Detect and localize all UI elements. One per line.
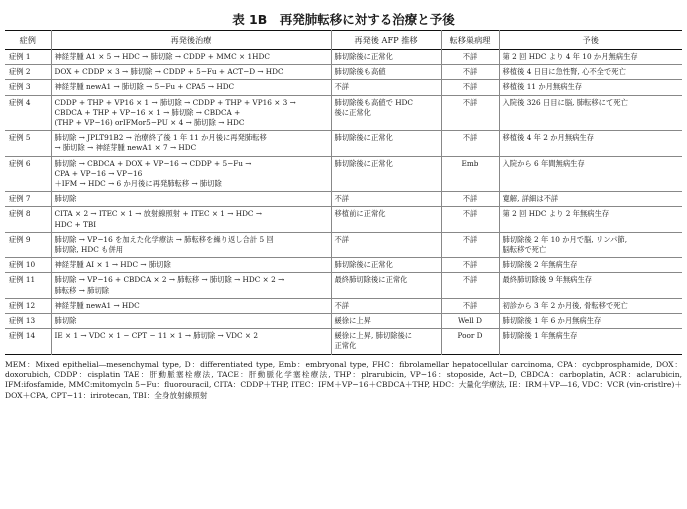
case-cell: 症例 11	[9, 275, 36, 285]
afp-cell: 肺切除後も高値	[331, 65, 441, 80]
table-row	[5, 131, 682, 156]
case-cell: 症例 5	[9, 133, 31, 143]
case-cell: 症例 4	[9, 97, 31, 107]
table-row	[5, 80, 682, 95]
treatment-cell: 肺切除 → JPLT91B2 → 治療終了後 1 年 11 か月後に再発肺転移 → 肺切除 → 神経芽腫 newA1 × 7 → HDC	[51, 131, 331, 156]
afp-cell: 肺切除後に正常化	[331, 131, 441, 156]
table-row	[5, 273, 682, 298]
pathology-cell: 不詳	[441, 95, 499, 131]
header-afp: 再発後 AFP 推移	[331, 31, 441, 50]
treatment-cell: 神経芽腫 newA1 → HDC	[51, 298, 331, 313]
prognosis-cell: 肺切除後 2 年無病生存	[499, 258, 682, 273]
afp-cell: 不詳	[331, 298, 441, 313]
treatment-cell: 肺切除	[51, 192, 331, 207]
prognosis-cell: 移植後 11 か月無病生存	[499, 80, 682, 95]
pathology-cell: Well D	[441, 314, 499, 329]
prognosis-cell: 移植後 4 日目に急性腎, 心不全で死亡	[499, 65, 682, 80]
pathology-cell: 不詳	[441, 131, 499, 156]
header-case: 症例	[19, 34, 36, 45]
case-cell: 症例 10	[9, 260, 36, 270]
prognosis-cell: 肺切除後 1 年無病生存	[499, 329, 682, 354]
table-row	[5, 258, 682, 273]
table-row	[5, 50, 682, 65]
treatment-cell: 肺切除 → CBDCA + DOX + VP−16 → CDDP + 5−Fu → CPA + VP−16 → VP−16 ＋IFM → HDC → 6 か月後に再発肺転移 → 肺切除	[51, 156, 331, 192]
pathology-cell: 不詳	[441, 50, 499, 65]
afp-cell: 不詳	[331, 80, 441, 95]
table-row	[5, 314, 682, 329]
prognosis-cell: 第 2 回 HDC より 2 年無病生存	[499, 207, 682, 232]
afp-cell: 移植前に正常化	[331, 207, 441, 232]
treatment-cell: IE × 1 → VDC × 1 − CPT − 11 × 1 → 肺切除 → VDC × 2	[51, 329, 331, 354]
prognosis-cell: 肺切除後 1 年 6 か月無病生存	[499, 314, 682, 329]
case-cell: 症例 12	[9, 300, 36, 310]
afp-cell: 不詳	[331, 232, 441, 257]
afp-cell: 緩徐に上昇	[331, 314, 441, 329]
abbreviation-legend: MEM：Mixed epithelial―mesenchymal type, D：differentiated type, Emb：embryonal type, FHC：fibrolamellar hepatocellular carcinoma, CPA：cycbprosphamide, DOX：doxorubich, CDDP：cisplatin TAE：肝動脈塞栓療法, TACE：肝動脈化学塞栓療法, THP：plrarubicin, VP−16：stoposide, Act−D, CBDCA：carboplatin, ACR：aclarubicin, IFM:ifosfamide, MMC:mitomycln 5−Fu：fluorouracil, CITA：CDDP＋THP, ITEC：IFM＋VP−16＋CBDCA＋THP, HDC：大量化学療法, IE：IRM＋VP―16, VDC：VCR (vin-cristlre)＋DOX＋CPA, CPT−11：irirotecan, TBI：全身放射線照射	[5, 359, 682, 400]
prognosis-cell: 寛解, 詳細は不詳	[499, 192, 682, 207]
pathology-cell: 不詳	[441, 232, 499, 257]
prognosis-cell: 初診から 3 年 2 か月後, 骨転移で死亡	[499, 298, 682, 313]
treatment-cell: 神経芽腫 A1 × 5 → HDC → 肺切除 → CDDP + MMC × 1HDC	[51, 50, 331, 65]
treatment-cell: 肺切除	[51, 314, 331, 329]
case-cell: 症例 8	[9, 209, 31, 219]
treatment-cell: 肺切除 → VP−16 を加えた化学療法 → 肺転移を繰り返し合計 5 回 肺切除, HDC も併用	[51, 232, 331, 257]
afp-cell: 肺切除後に正常化	[331, 258, 441, 273]
pathology-cell: 不詳	[441, 207, 499, 232]
treatment-cell: 神経芽腫 newA1 → 肺切除 → 5−Fu + CPA5 → HDC	[51, 80, 331, 95]
case-cell: 症例 14	[9, 331, 36, 341]
afp-cell: 肺切除後に正常化	[331, 50, 441, 65]
header-treatment: 再発後治療	[51, 31, 331, 50]
table-row	[5, 95, 682, 131]
case-cell: 症例 6	[9, 158, 31, 168]
pathology-cell: 不詳	[441, 192, 499, 207]
case-cell: 症例 9	[9, 234, 31, 244]
pathology-cell: 不詳	[441, 65, 499, 80]
header-row	[5, 31, 682, 50]
prognosis-cell: 移植後 4 年 2 か月無病生存	[499, 131, 682, 156]
afp-cell: 不詳	[331, 192, 441, 207]
table-body	[5, 50, 682, 355]
afp-cell: 肺切除後に正常化	[331, 156, 441, 192]
case-cell: 症例 3	[9, 82, 31, 92]
prognosis-cell: 入院後 326 日目に脳, 肺転移にて死亡	[499, 95, 682, 131]
table-row	[5, 65, 682, 80]
case-cell: 症例 2	[9, 67, 31, 77]
treatment-cell: CITA × 2 → ITEC × 1 → 放射線照射 + ITEC × 1 → HDC → HDC + TBI	[51, 207, 331, 232]
pathology-cell: 不詳	[441, 258, 499, 273]
afp-cell: 肺切除後も高値で HDC 後に正常化	[331, 95, 441, 131]
afp-cell: 緩徐に上昇, 肺切除後に 正常化	[331, 329, 441, 354]
pathology-cell: Poor D	[441, 329, 499, 354]
table-title: 表 1B 再発肺転移に対する治療と予後	[232, 12, 455, 27]
table-row	[5, 192, 682, 207]
case-cell: 症例 7	[9, 194, 31, 204]
pathology-cell: 不詳	[441, 273, 499, 298]
prognosis-cell: 入院から 6 年間無病生存	[499, 156, 682, 192]
treatment-prognosis-table	[5, 30, 682, 355]
table-row	[5, 207, 682, 232]
treatment-cell: 肺切除 → VP−16 + CBDCA × 2 → 肺転移 → 肺切除 → HDC × 2 → 肺転移 → 肺切除	[51, 273, 331, 298]
treatment-cell: 神経芽腫 AI × 1 → HDC → 肺切除	[51, 258, 331, 273]
table-row	[5, 232, 682, 257]
pathology-cell: 不詳	[441, 80, 499, 95]
prognosis-cell: 肺切除後 2 年 10 か月で脳, リンパ節, 脳転移で死亡	[499, 232, 682, 257]
header-prognosis: 予後	[499, 31, 682, 50]
table-row	[5, 156, 682, 192]
prognosis-cell: 最終肺切除後 9 年無病生存	[499, 273, 682, 298]
pathology-cell: 不詳	[441, 298, 499, 313]
treatment-cell: CDDP + THP + VP16 × 1 → 肺切除 → CDDP + THP + VP16 × 3 → CBDCA + THP + VP−16 × 1 → 肺切除 → CBDCA + (THP + VP−16) orIFMor5−PU × 4 → 肺切除 → HDC	[51, 95, 331, 131]
prognosis-cell: 第 2 回 HDC より 4 年 10 か月無病生存	[499, 50, 682, 65]
table-row	[5, 329, 682, 354]
case-cell: 症例 13	[9, 316, 36, 326]
pathology-cell: Emb	[441, 156, 499, 192]
header-pathology: 転移巣病理	[441, 31, 499, 50]
afp-cell: 最終肺切除後に正常化	[331, 273, 441, 298]
table-row	[5, 298, 682, 313]
case-cell: 症例 1	[9, 52, 31, 61]
treatment-cell: DOX + CDDP × 3 → 肺切除 → CDDP + 5−Fu + ACT−D → HDC	[51, 65, 331, 80]
